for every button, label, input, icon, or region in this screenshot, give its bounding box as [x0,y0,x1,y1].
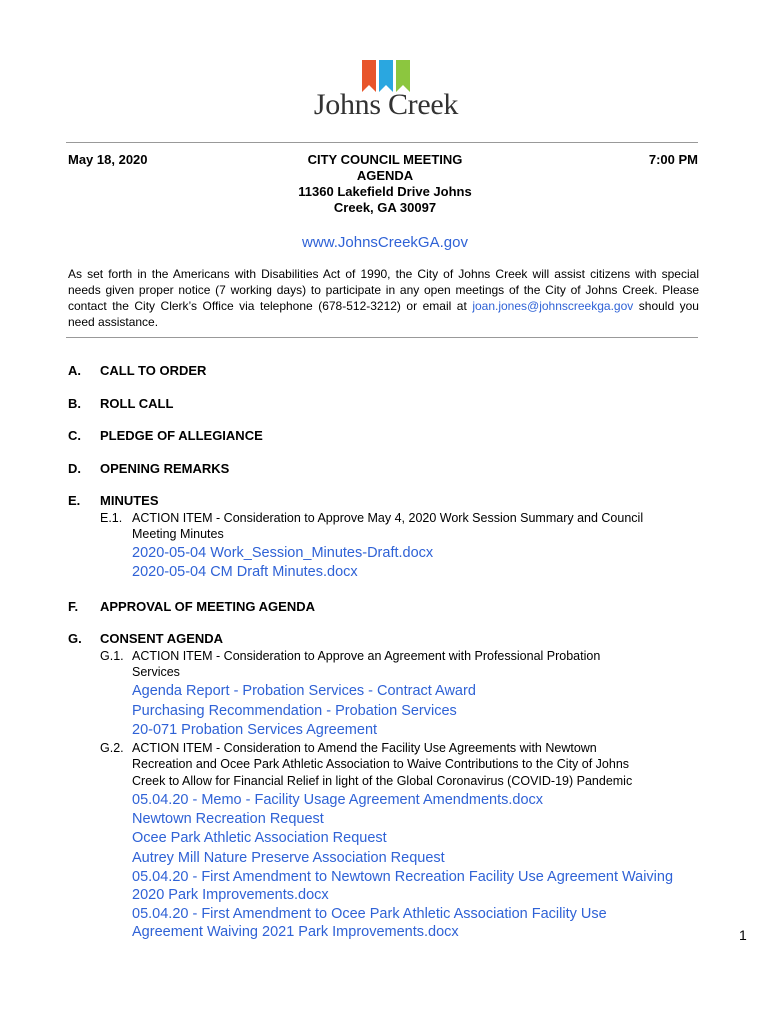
item-text: ACTION ITEM - Consideration to Amend the Facility Use Agreements with Newtown [132,741,597,755]
website-link[interactable]: www.JohnsCreekGA.gov [302,234,468,251]
section-letter: C. [68,428,81,443]
ada-notice-tail: should you need assistance. [68,299,699,329]
meeting-date: May 18, 2020 [68,152,148,167]
section-title: OPENING REMARKS [100,461,230,476]
meeting-address-line2: Creek, GA 30097 [333,200,437,215]
page-number: 1 [739,927,747,943]
ada-notice-text: As set forth in the Americans with Disabilities Act of 1990, the City of Johns Creek will assist citizens with special needs given proper notice (7 working days) to participate in any open meetings of the City of Johns Creek. Please contact the City Clerk’s Office via telephone (678-512-3212) or email at [68,267,699,313]
section-title: PLEDGE OF ALLEGIANCE [100,428,263,443]
document-link[interactable]: 2020-05-04 CM Draft Minutes.docx [132,564,358,580]
agenda-item-g1 [100,648,700,664]
meeting-time: 7:00 PM [648,152,698,167]
meeting-title: CITY COUNCIL MEETING [307,152,463,167]
section-minutes [68,493,159,509]
section-title: APPROVAL OF MEETING AGENDA [100,599,315,614]
section-approval-agenda [68,599,315,615]
agenda-item-g2 [100,740,700,756]
item-number: G.1. [100,649,124,663]
document-link[interactable]: Purchasing Recommendation - Probation Services [132,703,457,719]
email-link[interactable]: joan.jones@johnscreekga.gov [472,299,634,313]
section-title: CALL TO ORDER [100,363,207,378]
document-link[interactable]: 05.04.20 - First Amendment to Ocee Park Athletic Association Facility Use [132,906,607,922]
section-consent-agenda [68,631,223,647]
section-roll-call [68,396,173,412]
header-divider-bottom [66,337,698,338]
document-link[interactable]: 05.04.20 - Memo - Facility Usage Agreement Amendments.docx [132,792,544,808]
item-text-continued: Recreation and Ocee Park Athletic Association to Waive Contributions to the City of Johns [132,757,630,771]
document-link[interactable]: Newtown Recreation Request [132,811,324,827]
document-link[interactable]: 05.04.20 - First Amendment to Newtown Recreation Facility Use Agreement Waiving [132,869,674,885]
section-pledge [68,428,263,444]
section-title: CONSENT AGENDA [100,631,224,646]
section-letter: G. [68,631,82,646]
section-letter: E. [68,493,81,508]
section-title: ROLL CALL [100,396,174,411]
city-logo-text: Johns Creek [313,88,459,121]
item-text-continued: Meeting Minutes [132,527,224,541]
header-divider-top [66,142,698,143]
document-link[interactable]: Ocee Park Athletic Association Request [132,830,387,846]
document-link[interactable]: Agenda Report - Probation Services - Contract Award [132,683,476,699]
document-link[interactable]: 20-071 Probation Services Agreement [132,722,378,738]
item-text-continued: Creek to Allow for Financial Relief in light of the Global Coronavirus (COVID-19) Pandemic [132,774,633,788]
agenda-item-e1 [100,510,700,526]
document-link[interactable]: 2020 Park Improvements.docx [132,887,329,903]
meeting-subtitle: AGENDA [356,168,414,183]
item-text: ACTION ITEM - Consideration to Approve an Agreement with Professional Probation [132,649,601,663]
section-letter: D. [68,461,81,476]
section-title: MINUTES [100,493,159,508]
document-link[interactable]: Autrey Mill Nature Preserve Association Request [132,850,445,866]
section-call-to-order [68,363,206,379]
section-letter: B. [68,396,81,411]
meeting-title-block [283,152,487,216]
item-text-continued: Services [132,665,180,679]
item-text: ACTION ITEM - Consideration to Approve May 4, 2020 Work Session Summary and Council [132,511,644,525]
document-link[interactable]: Agreement Waiving 2021 Park Improvements.docx [132,924,459,940]
section-letter: F. [68,599,79,614]
item-number: E.1. [100,511,123,525]
item-number: G.2. [100,741,124,755]
meeting-address-line1: 11360 Lakefield Drive Johns [298,184,472,199]
section-opening-remarks [68,461,229,477]
section-letter: A. [68,363,81,378]
document-link[interactable]: 2020-05-04 Work_Session_Minutes-Draft.docx [132,545,434,561]
ada-notice [68,266,699,330]
